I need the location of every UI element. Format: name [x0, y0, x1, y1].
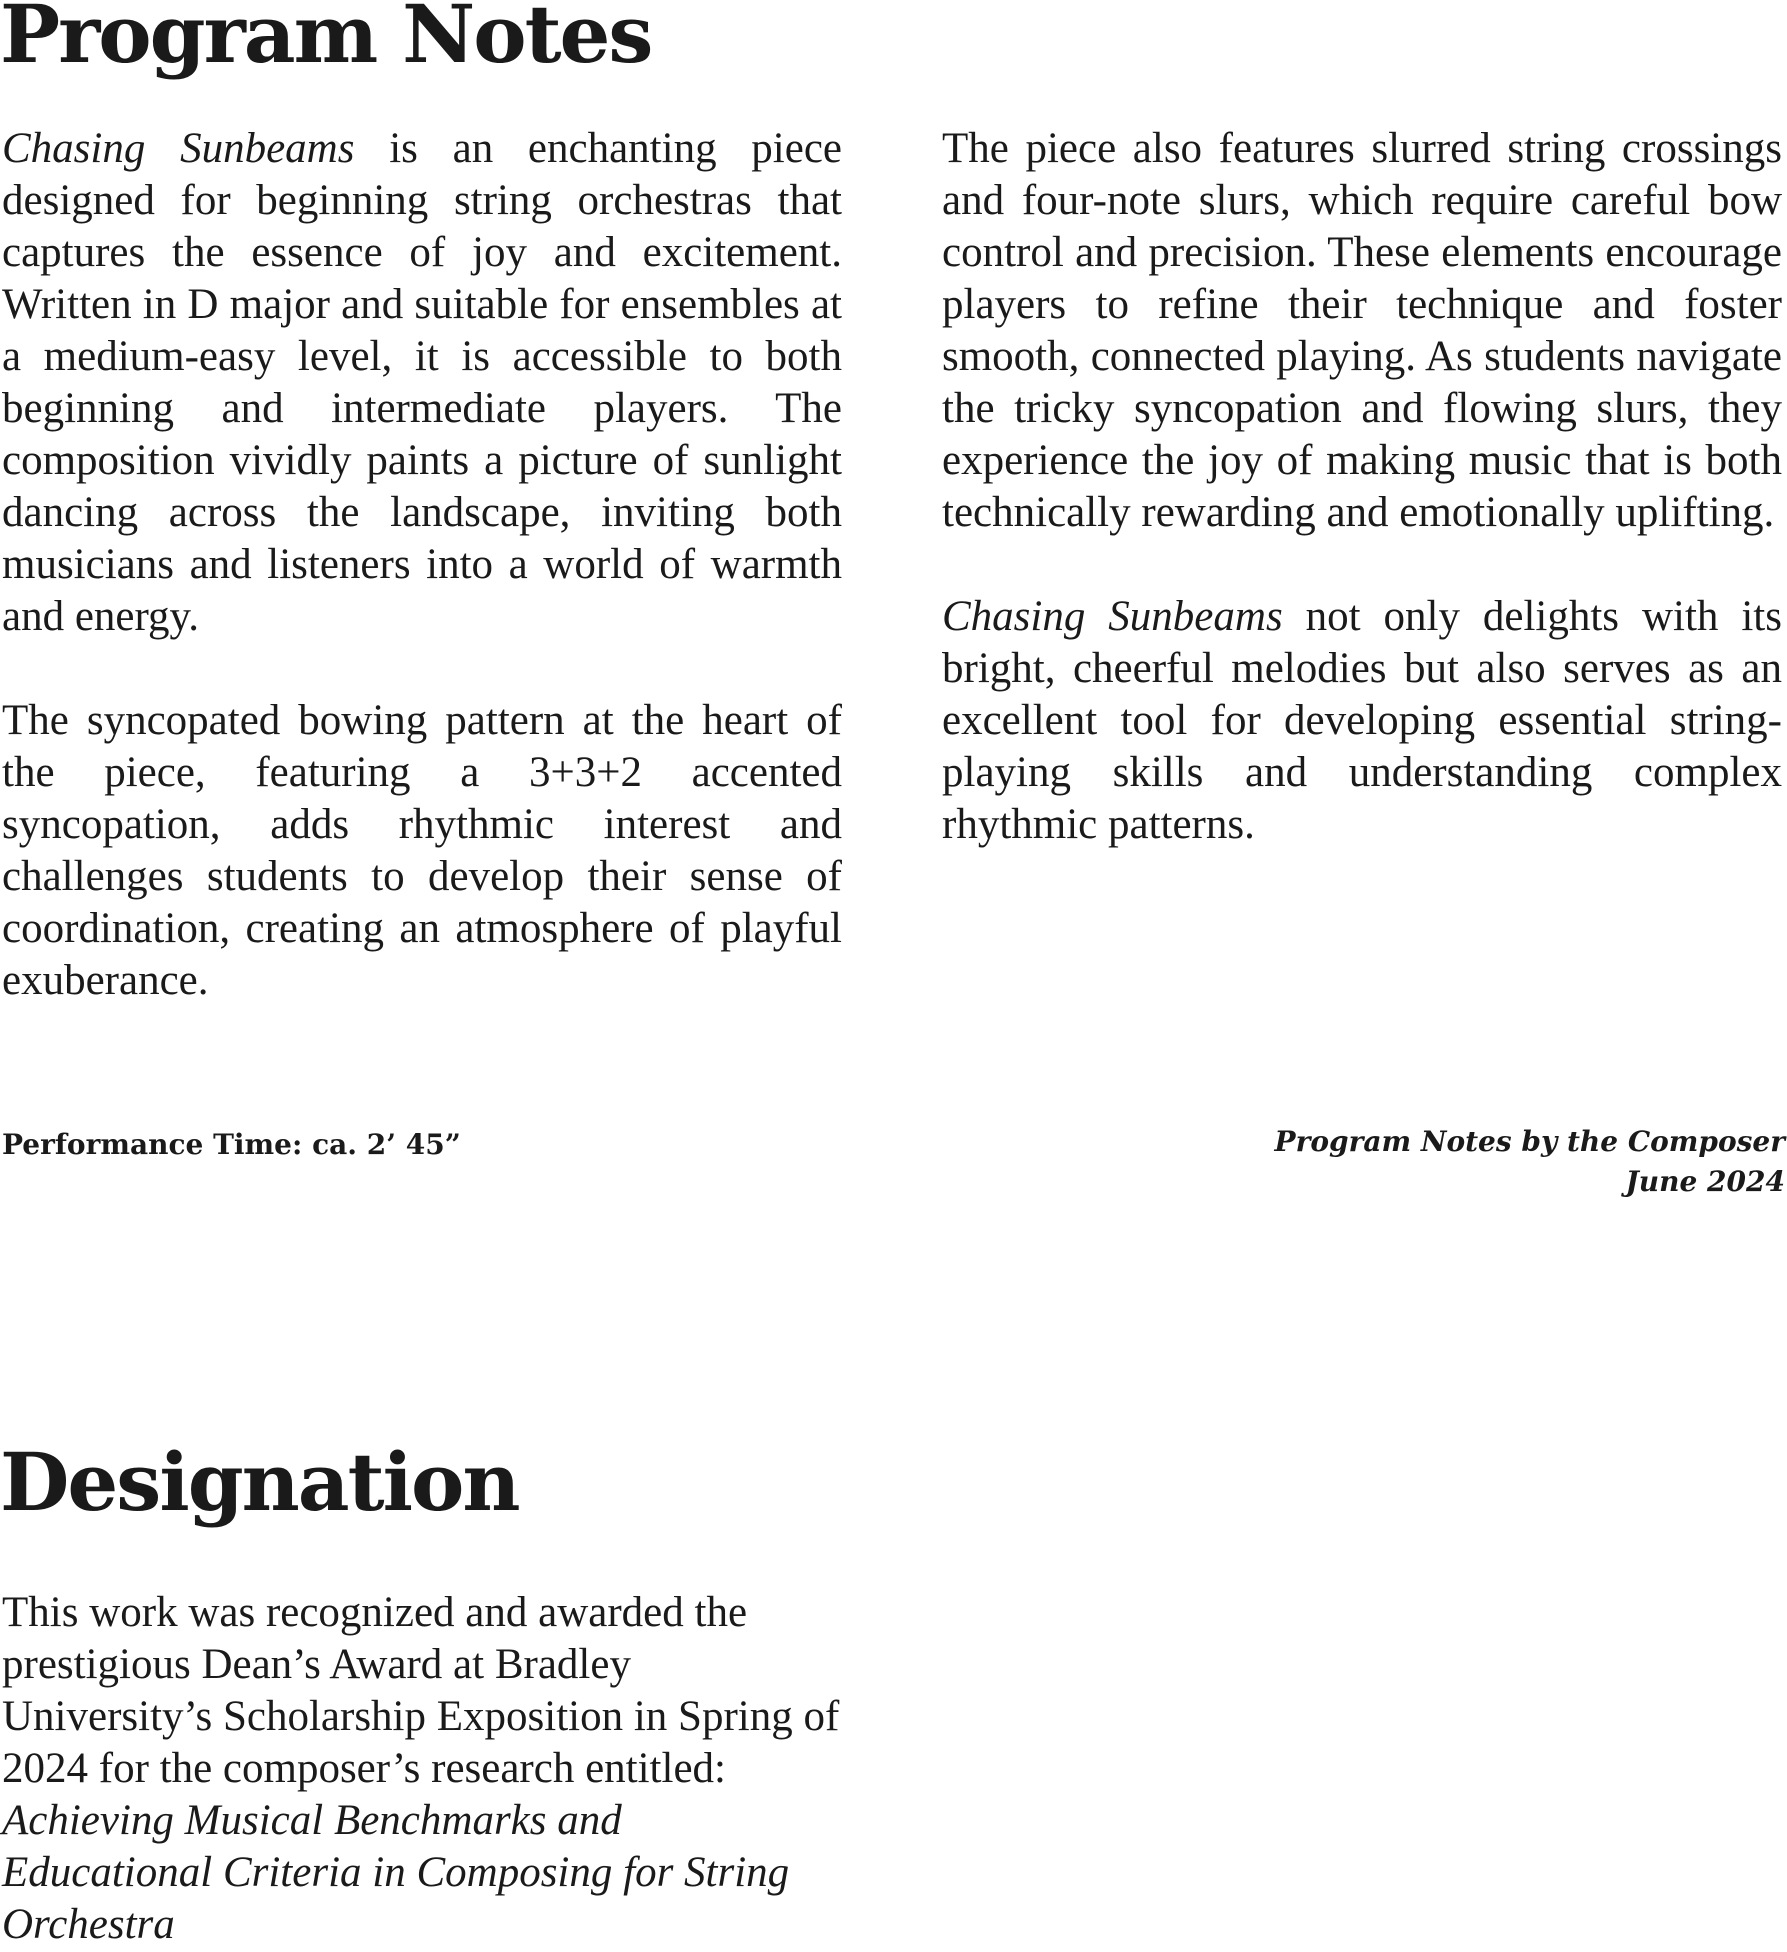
notes-paragraph-1: [2, 123, 842, 643]
notes-paragraph-4: [942, 591, 1782, 851]
designation-text: This work was recognized and awarded the prestigious Dean’s Award at Bradley University’s Scholarship Exposition in Spring of 2024 for the composer’s research entitled:: [2, 1589, 840, 1792]
program-notes-heading: Program Notes: [0, 0, 652, 81]
notes-paragraph-1-text: is an enchanting piece designed for beginning string orchestras that captures the essence of joy and excitement. Written in D major and suitable for ensembles at a medium-easy level, it is accessible to both beginning and intermediate players. The composition vividly paints a picture of sunlight dancing across the landscape, inviting both musicians and listeners into a world of warmth and energy.: [2, 125, 843, 640]
notes-paragraph-2: The syncopated bowing pattern at the heart of the piece, featuring a 3+3+2 accented syncopation, adds rhythmic interest and challenges students to develop their sense of coordination, creating an atmosphere of playful exuberance.: [2, 697, 842, 1004]
research-title: Achieving Musical Benchmarks and Educational Criteria in Composing for String Orchestra: [2, 1797, 790, 1948]
notes-paragraph-3: The piece also features slurred string crossings and four-note slurs, which require careful bow control and precision. These elements encourage players to refine their technique and foster smooth, connected playing. As students navigate the tricky syncopation and flowing slurs, they experience the joy of making music that is both technically rewarding and emotionally uplifting.: [942, 125, 1782, 536]
piece-title: Chasing Sunbeams: [942, 593, 1283, 640]
right-column: [942, 123, 1782, 851]
designation-heading: Designation: [0, 1435, 519, 1529]
designation-paragraph: [2, 1587, 842, 1951]
piece-title: Chasing Sunbeams: [2, 125, 355, 172]
notes-paragraph-4-text: not only delights with its bright, cheerful melodies but also serves as an excellent tool for developing essential string-playing skills and understanding complex rhythmic patterns.: [942, 593, 1782, 848]
credit-date: June 2024: [1625, 1165, 1785, 1198]
credit-line: Program Notes by the Composer: [1274, 1125, 1785, 1158]
notes-credit: [1275, 1122, 1785, 1202]
left-column: [2, 123, 842, 1007]
performance-time: Performance Time: ca. 2’ 45”: [2, 1128, 461, 1161]
